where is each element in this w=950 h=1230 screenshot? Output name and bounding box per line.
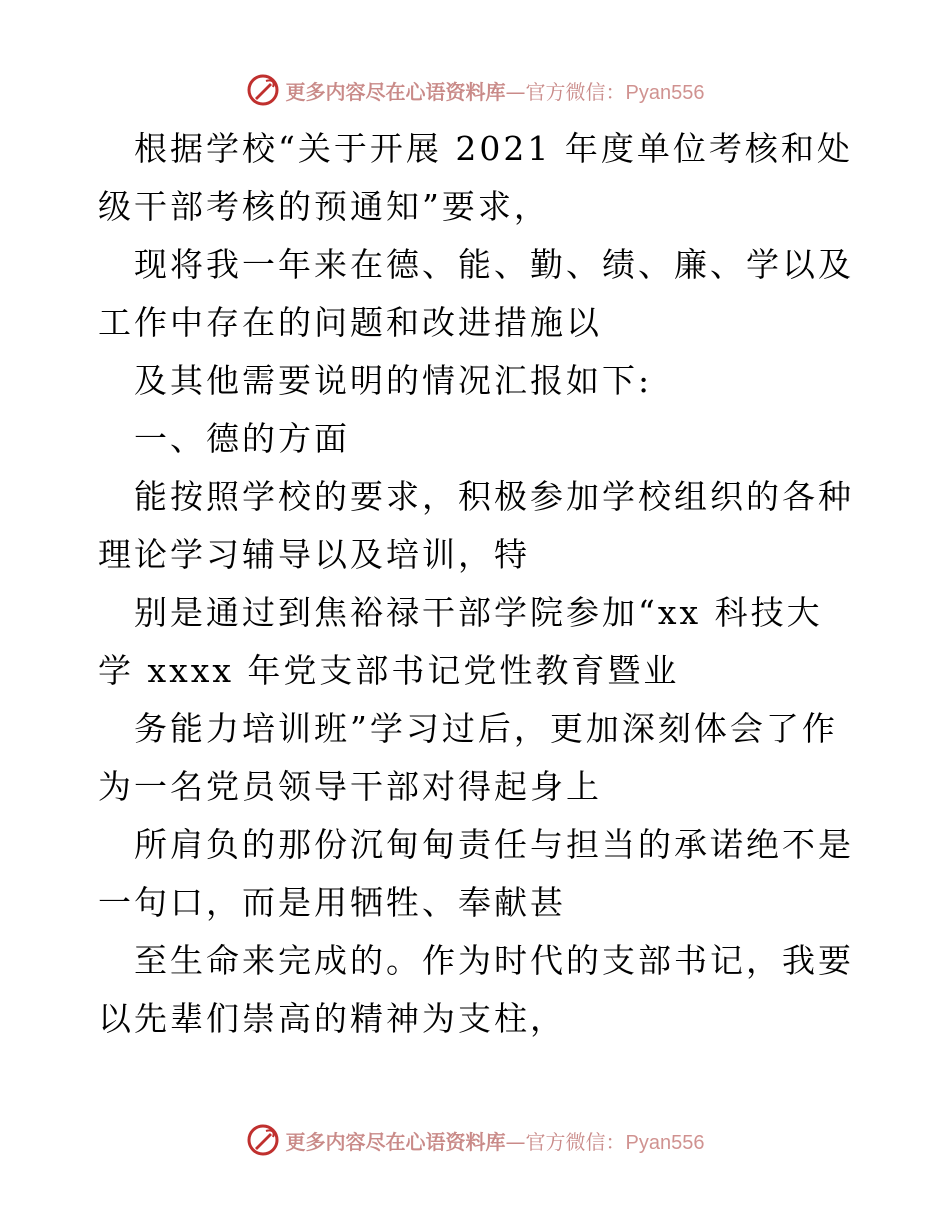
banner-main-text: 更多内容尽在心语资料库 xyxy=(285,1129,506,1154)
paragraph: 至生命来完成的。作为时代的支部书记，我要以先辈们崇高的精神为支柱， xyxy=(98,941,854,1038)
banner-wechat-label: 官方微信： xyxy=(525,79,626,104)
banner-wechat-label: 官方微信： xyxy=(525,1129,626,1154)
banner-wechat-id: Pyan556 xyxy=(625,81,705,104)
banner-text xyxy=(286,76,705,105)
quill-pen-logo-icon xyxy=(246,73,280,107)
banner-dash: — xyxy=(505,79,526,104)
paragraph: 别是通过到焦裕禄干部学院参加“xx 科技大学 xxxx 年党支部书记党性教育暨业 xyxy=(98,593,823,690)
paragraph: 及其他需要说明的情况汇报如下: xyxy=(134,361,653,400)
banner-dash: — xyxy=(505,1129,526,1154)
banner-main-text: 更多内容尽在心语资料库 xyxy=(285,79,506,104)
footer-watermark-banner xyxy=(0,1120,950,1160)
header-watermark-banner xyxy=(0,70,950,110)
banner-wechat-id: Pyan556 xyxy=(625,1131,705,1154)
paragraph: 所肩负的那份沉甸甸责任与担当的承诺绝不是一句口，而是用牺牲、奉献甚 xyxy=(98,825,854,922)
quill-pen-logo-icon xyxy=(246,1123,280,1157)
paragraph: 现将我一年来在德、能、勤、绩、廉、学以及工作中存在的问题和改进措施以 xyxy=(98,245,854,342)
paragraph: 能按照学校的要求，积极参加学校组织的各种理论学习辅导以及培训，特 xyxy=(98,477,854,574)
paragraph: 务能力培训班”学习过后，更加深刻体会了作为一名党员领导干部对得起身上 xyxy=(98,709,838,806)
section-heading: 一、德的方面 xyxy=(134,419,350,458)
paragraph: 根据学校“关于开展 2021 年度单位考核和处级干部考核的预通知”要求， xyxy=(98,129,853,226)
banner-text xyxy=(286,1126,705,1155)
document-body xyxy=(98,120,858,1048)
